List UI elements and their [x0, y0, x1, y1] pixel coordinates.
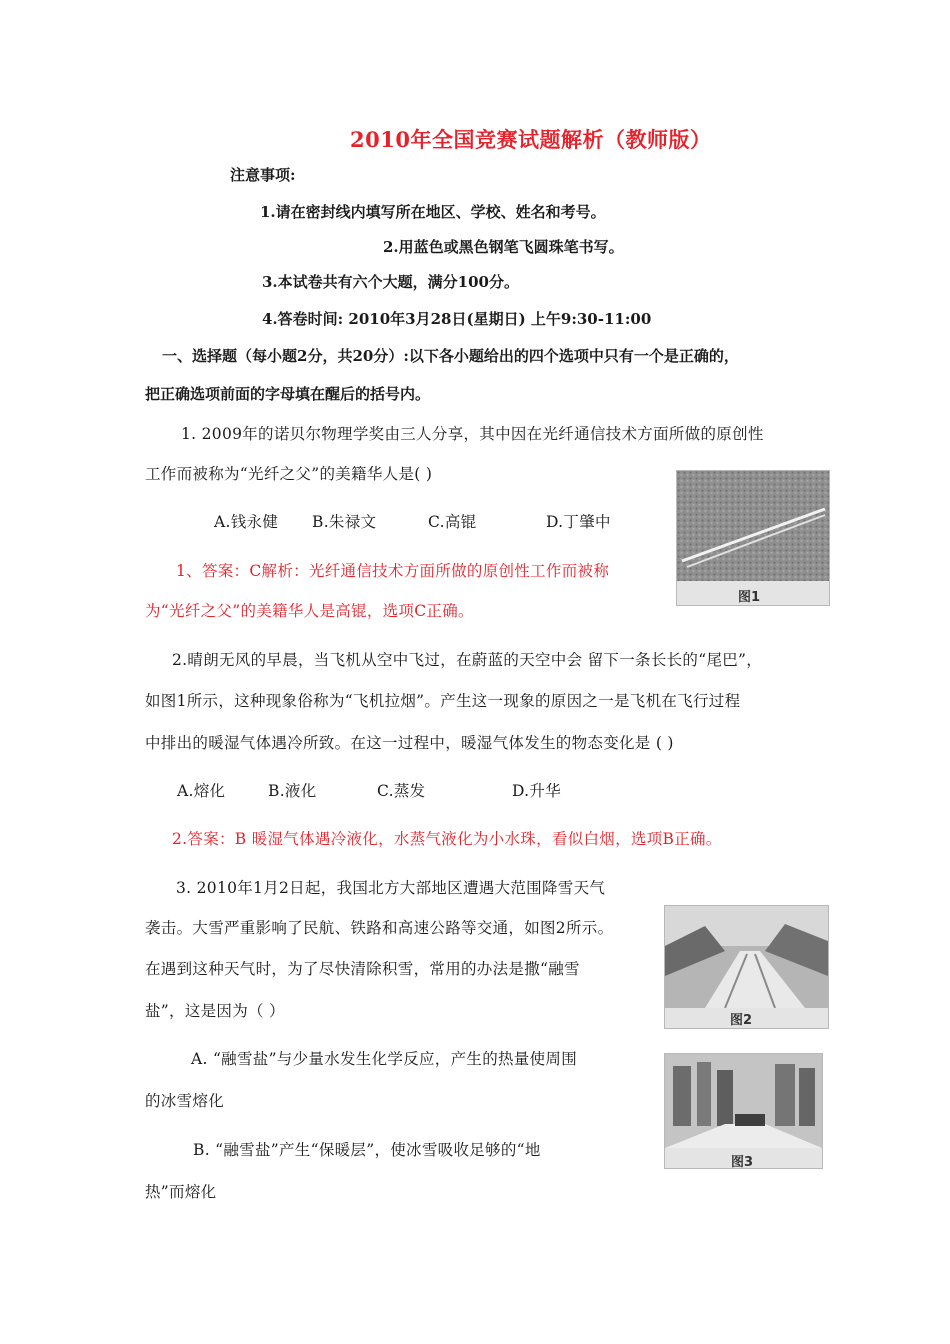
notice-item-3: 3.本试卷共有六个大题，满分100分。 — [262, 273, 519, 291]
section-1-instruction-line-2: 把正确选项前面的字母填在醒后的括号内。 — [145, 385, 431, 403]
notice-item-2: 2.用蓝色或黑色钢笔飞圆珠笔书写。 — [383, 238, 624, 256]
notice-item-4: 4.答卷时间: 2010年3月28日(星期日) 上午9:30-11:00 — [262, 310, 652, 328]
q2-stem-line-1: 2.晴朗无风的早晨，当飞机从空中飞过，在蔚蓝的天空中会 留下一条长长的“尾巴”， — [172, 651, 763, 669]
figure-1-caption: 图1 — [738, 590, 761, 605]
notice-item-1: 1.请在密封线内填写所在地区、学校、姓名和考号。 — [260, 203, 606, 221]
q3-stem-line-3: 在遇到这种天气时，为了尽快清除积雪，常用的办法是撒“融雪 — [145, 960, 580, 978]
figure-3-caption: 图3 — [731, 1155, 754, 1170]
q1-answer-line-1: 1、答案：C解析：光纤通信技术方面所做的原创性工作而被称 — [176, 562, 610, 580]
q1-option-c: C.高锟 — [428, 513, 477, 531]
section-1-instruction-line-1: 一、选择题（每小题2分，共20分）:以下各小题给出的四个选项中只有一个是正确的， — [162, 347, 739, 365]
q2-option-b: B.液化 — [268, 782, 317, 800]
figure-2-caption: 图2 — [730, 1013, 753, 1028]
q3-option-a-line-2: 的冰雪熔化 — [145, 1092, 225, 1110]
q1-stem-line-1: 1. 2009年的诺贝尔物理学奖由三人分享，其中因在光纤通信技术方面所做的原创性 — [181, 425, 764, 443]
notice-heading: 注意事项: — [230, 166, 296, 184]
q3-stem-line-1: 3. 2010年1月2日起，我国北方大部地区遭遇大范围降雪天气 — [176, 879, 606, 897]
q1-option-b: B.朱禄文 — [312, 513, 377, 531]
q1-stem-line-2: 工作而被称为“光纤之父”的美籍华人是( ) — [145, 465, 433, 483]
q2-answer: 2.答案：B 暖湿气体遇冷液化，水蒸气液化为小水珠，看似白烟，选项B正确。 — [172, 830, 722, 848]
figure-1-image — [677, 471, 829, 605]
q2-option-d: D.升华 — [512, 782, 562, 800]
q1-option-a: A.钱永健 — [214, 513, 279, 531]
q3-option-a-line-1: A. “融雪盐”与少量水发生化学反应，产生的热量使周围 — [191, 1050, 577, 1068]
q2-option-c: C.蒸发 — [377, 782, 426, 800]
q2-stem-line-3: 中排出的暖湿气体遇冷所致。在这一过程中，暖湿气体发生的物态变化是 ( ) — [145, 734, 674, 752]
q1-option-d: D.丁肇中 — [546, 513, 611, 531]
q2-stem-line-2: 如图1所示，这种现象俗称为“飞机拉烟”。产生这一现象的原因之一是飞机在飞行过程 — [145, 692, 741, 710]
q3-option-b-line-2: 热”而熔化 — [145, 1183, 217, 1201]
q1-answer-line-2: 为“光纤之父”的美籍华人是高锟，选项C正确。 — [145, 602, 474, 620]
q3-option-b-line-1: B. “融雪盐”产生“保暖层”，使冰雪吸收足够的“地 — [193, 1141, 541, 1159]
q3-stem-line-2: 袭击。大雪严重影响了民航、铁路和高速公路等交通，如图2所示。 — [145, 919, 614, 937]
page-title: 2010年全国竞赛试题解析（教师版） — [350, 127, 712, 152]
q2-option-a: A.熔化 — [177, 782, 226, 800]
q3-stem-line-4: 盐”，这是因为（ ） — [145, 1002, 285, 1020]
